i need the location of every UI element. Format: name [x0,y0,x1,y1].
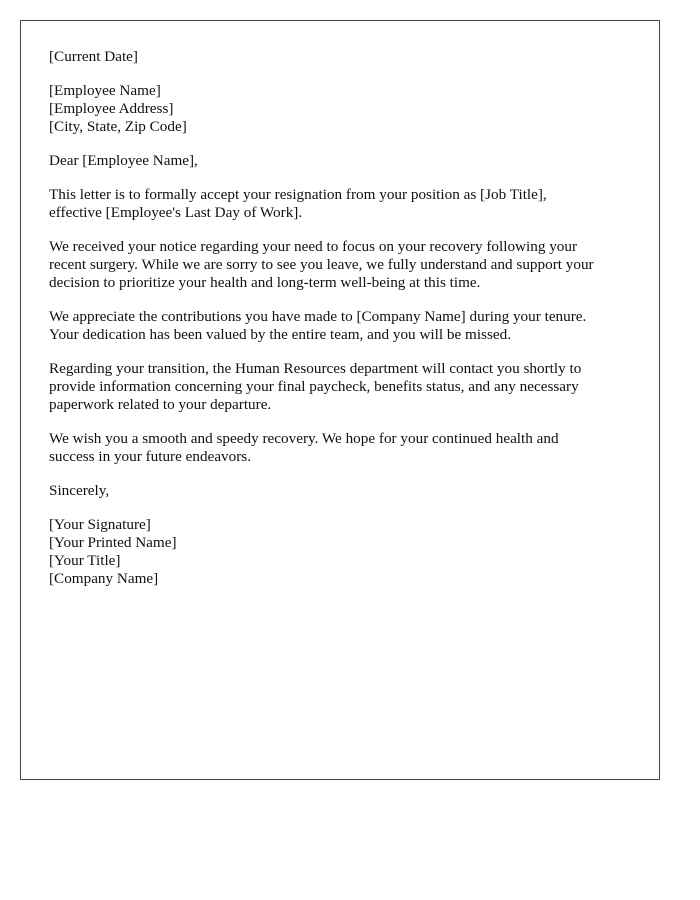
paragraph-wishes [49,430,639,466]
printed-name: [Your Printed Name] [49,534,177,551]
paragraph-line: recent surgery. While we are sorry to see you leave, we fully understand and support your [49,256,594,273]
letter-body [49,48,639,604]
signer-title: [Your Title] [49,552,121,569]
paragraph-line: We appreciate the contributions you have made to [Company Name] during your tenure. [49,308,587,325]
paragraph-appreciation [49,308,639,344]
recipient-name: [Employee Name] [49,82,161,99]
date-block [49,48,639,66]
paragraph-line: provide information concerning your final paycheck, benefits status, and any necessary [49,378,579,395]
paragraph-transition [49,360,639,414]
letter-page [20,20,660,780]
paragraph-line: We wish you a smooth and speedy recovery. We hope for your continued health and [49,430,559,447]
closing: Sincerely, [49,482,110,499]
paragraph-line: decision to prioritize your health and long-term well-being at this time. [49,274,481,291]
paragraph-line: Your dedication has been valued by the entire team, and you will be missed. [49,326,511,343]
letter-date: [Current Date] [49,48,138,65]
paragraph-notice [49,238,639,292]
salutation: Dear [Employee Name], [49,152,198,169]
paragraph-line: This letter is to formally accept your resignation from your position as [Job Title], [49,186,547,203]
salutation-block [49,152,639,170]
paragraph-line: effective [Employee's Last Day of Work]. [49,204,303,221]
recipient-city-state-zip: [City, State, Zip Code] [49,118,187,135]
signature-line: [Your Signature] [49,516,151,533]
recipient-address-block [49,82,639,136]
signature-block [49,516,639,588]
paragraph-line: Regarding your transition, the Human Resources department will contact you shortly to [49,360,582,377]
recipient-address: [Employee Address] [49,100,174,117]
paragraph-line: paperwork related to your departure. [49,396,272,413]
signer-company: [Company Name] [49,570,159,587]
paragraph-acceptance [49,186,639,222]
closing-block [49,482,639,500]
paragraph-line: We received your notice regarding your need to focus on your recovery following your [49,238,578,255]
paragraph-line: success in your future endeavors. [49,448,252,465]
